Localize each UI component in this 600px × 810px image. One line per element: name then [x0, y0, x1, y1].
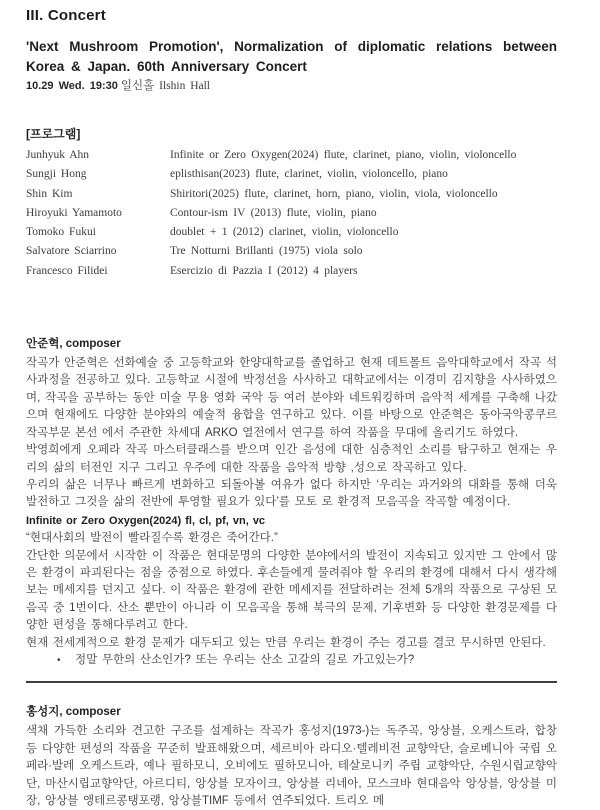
piece-title: Infinite or Zero Oxygen(2024) flute, clarinet, piano, violin, violoncello: [170, 149, 517, 161]
piece-note-title: Infinite or Zero Oxygen(2024) fl, cl, pf, vn, vc: [26, 514, 266, 527]
program-row: [26, 262, 557, 281]
piece-note-quote: “현대사회의 발전이 빨라질수록 환경은 죽어간다.”: [26, 532, 278, 545]
program-row: [26, 242, 557, 261]
composer-name: Shin Kim: [26, 187, 73, 200]
piece-title: Esercizio di Pazzia I (2012) 4 players: [170, 264, 358, 277]
composer-name: Sungji Hong: [26, 168, 87, 181]
composer-bio-ahn: [26, 355, 557, 512]
program-row: [26, 223, 557, 242]
section-divider: [26, 681, 557, 683]
section-title: III. Concert: [26, 7, 106, 24]
bio-paragraph: 박영희에게 오페라 작곡 마스터클래스를 받으며 인간 음성에 대한 심층적인 소리를 탐구하고 현재는 우리의 삶의 터전인 지구 그리고 우주에 대한 작품을 음악적 방향 ,성으로 작곡하고 있다.: [26, 444, 557, 474]
bio-paragraph: 우리의 삶은 너무나 빠르게 변화하고 되돌아볼 여유가 없다 하지만 ‘우리는 과거와의 대화를 통해 더욱 발전하고 그것을 삶의 전반에 투영할 필요가 있다’를 모토 로 환경적 모음곡을 작곡할 예정이다.: [26, 478, 557, 509]
concert-title: 'Next Mushroom Promotion', Normalization of diplomatic relations between Korea & Japan. 60th Anniversary Concert: [26, 39, 557, 74]
composer-bio-heading-ahn: 안준혁, composer: [26, 338, 121, 351]
program-row: [26, 204, 557, 223]
composer-name: Salvatore Sciarrino: [26, 245, 117, 258]
event-datetime: 10.29 Wed. 19:30: [26, 80, 118, 92]
event-venue: 일신홀 Ilshin Hall: [120, 80, 210, 92]
piece-title: Shiritori(2025) flute, clarinet, horn, piano, violin, viola, violoncello: [170, 187, 498, 200]
program-row: [26, 165, 557, 184]
bio-paragraph: 색채 가득한 소리와 견고한 구조를 설계하는 작곡가 홍성지(1973-)는 독주곡, 앙상블, 오케스트라, 합창 등 다양한 편성의 작품을 꾸준히 발표해왔으며, 세르비아 라디오·텔레비전 교향악단, 슬로베니아 국립 오페라·발레 오케스트라, 예나 필하모니, 오비에도 필하모니아, 테살로니키 주립 교향악단, 수원시립교향악단, 마산시립교향악단, 아르디티, 앙상블 모자이크, 앙상블 리네아, 모스크바 현대음악 앙상블, 앙상블 미장, 앙상블 앵테르콩탱포랭, 앙상블TIMF 등에서 연주되었다. 트리오 메: [26, 725, 557, 808]
event-dateline: [26, 79, 557, 94]
bullet-icon: •: [57, 654, 61, 666]
note-paragraph: 현재 전세계적으로 환경 문제가 대두되고 있는 만큼 우리는 환경이 주는 경고를 결코 무시하면 안된다.: [26, 636, 546, 649]
composer-name: Francesco Filidei: [26, 264, 108, 277]
piece-title: doublet + 1 (2012) clarinet, violin, violoncello: [170, 226, 399, 239]
composer-name: Hiroyuki Yamamoto: [26, 206, 122, 219]
composer-name: Junhyuk Ahn: [26, 149, 90, 161]
composer-name: Tomoko Fukui: [26, 226, 96, 239]
composer-bio-heading-hong: 홍성지, composer: [26, 706, 121, 719]
note-paragraph: 간단한 의문에서 시작한 이 작품은 현대문명의 다양한 분야에서의 발전이 지속되고 있지만 그 안에서 많은 환경이 파괴된다는 점을 중점으로 하였다. 후손들에게 물려줘야 할 우리의 환경에 대해서 다시 생각해보는 메세지를 던지고 싶다. 이 작품은 환경에 관한 메세지를 전달하려는 전체 5개의 작품으로 구상된 모음곡 중 1번이다. 산소 뿐만이 아니라 이 모음곡을 통해 북극의 문제, 기후변화 등 다양한 환경문제를 다양한 편성을 통해다루려고 한다.: [26, 549, 557, 632]
program-list: [26, 146, 557, 281]
piece-title: Contour-ism IV (2013) flute, violin, piano: [170, 206, 377, 219]
piece-title: Tre Notturni Brillanti (1975) viola solo: [170, 245, 363, 258]
program-row: [26, 185, 557, 204]
bio-paragraph: 작곡가 안준혁은 선화예술 중 고등학교와 한양대학교를 졸업하고 현재 데트몰트 음악대학교에서 작곡 석사과정을 전공하고 있다. 고등학교 시절에 박정선을 사사하고 대학교에서는 이경미 김지향을 사사하였으며, 작곡을 공부하는 동안 미술 무용 영화 국악 등 여러 분야와 네트워킹하며 음악적 세계를 구축해 나갔으며 현재에도 다양한 분야와의 예술적 융합을 연구하고 있다. 이를 바탕으로 안준혁은 동아국악콩쿠르 작곡부문 본선 에서 주관한 차세대 ARKO 열전에서 연구를 하여 작품을 무대에 올리기도 하였다.: [26, 357, 557, 439]
program-row: [26, 146, 557, 165]
piece-note-body: [26, 548, 557, 652]
bullet-text: 정말 무한의 산소인가? 또는 우리는 산소 고갈의 길로 가고있는가?: [75, 653, 415, 666]
composer-bio-hong: [26, 723, 557, 810]
bullet-item: [26, 652, 557, 669]
piece-title: eplisthisan(2023) flute, clarinet, violin, violoncello, piano: [170, 168, 448, 181]
program-heading: [프로그램]: [26, 127, 81, 141]
